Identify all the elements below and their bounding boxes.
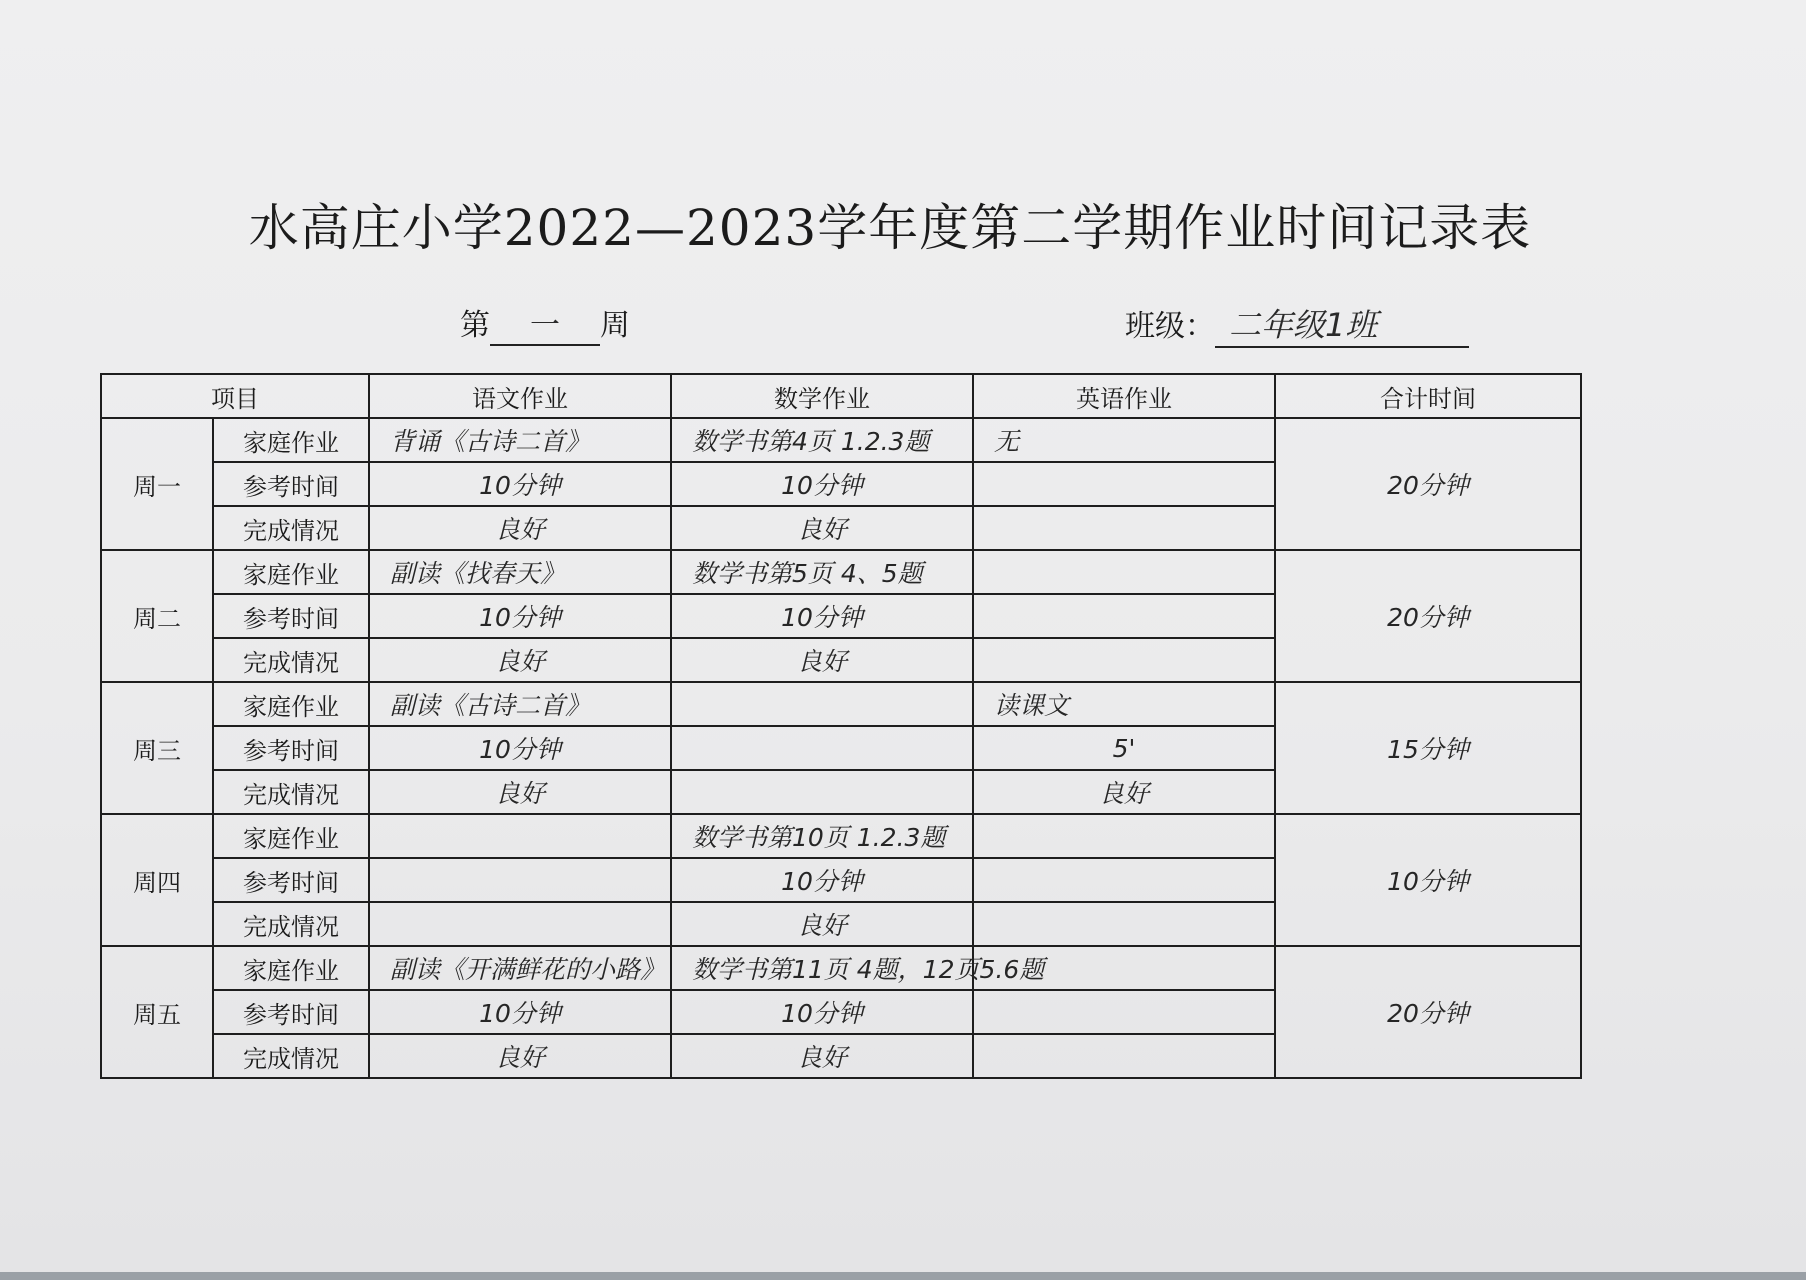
chinese-cell: 10分钟 <box>369 462 671 506</box>
math-cell: 数学书第10页 1.2.3题 <box>671 814 973 858</box>
row-label: 家庭作业 <box>213 682 369 726</box>
day-label: 周二 <box>101 550 213 682</box>
day-label: 周五 <box>101 946 213 1078</box>
row-label: 参考时间 <box>213 462 369 506</box>
day-label: 周一 <box>101 418 213 550</box>
chinese-cell <box>369 902 671 946</box>
table-body <box>101 418 1581 1078</box>
week-suffix: 周 <box>600 308 630 343</box>
english-cell <box>973 990 1275 1034</box>
english-cell <box>973 638 1275 682</box>
class-value: 二年级1班 <box>1215 300 1469 348</box>
chinese-cell: 良好 <box>369 638 671 682</box>
english-cell: 5' <box>973 726 1275 770</box>
total-cell: 20分钟 <box>1275 418 1581 550</box>
total-cell: 20分钟 <box>1275 550 1581 682</box>
header-chinese: 语文作业 <box>369 374 671 418</box>
day-label: 周四 <box>101 814 213 946</box>
table-row <box>101 418 1581 462</box>
row-label: 家庭作业 <box>213 550 369 594</box>
english-cell <box>973 594 1275 638</box>
row-label: 完成情况 <box>213 770 369 814</box>
math-cell: 良好 <box>671 1034 973 1078</box>
chinese-cell: 副读《古诗二首》 <box>369 682 671 726</box>
total-cell: 20分钟 <box>1275 946 1581 1078</box>
math-cell: 10分钟 <box>671 990 973 1034</box>
header-item: 项目 <box>101 374 369 418</box>
chinese-cell <box>369 814 671 858</box>
row-label: 家庭作业 <box>213 946 369 990</box>
table-row <box>101 814 1581 858</box>
day-label: 周三 <box>101 682 213 814</box>
total-cell: 15分钟 <box>1275 682 1581 814</box>
english-cell <box>973 462 1275 506</box>
class-field <box>1125 300 1469 348</box>
math-cell <box>671 682 973 726</box>
row-label: 完成情况 <box>213 638 369 682</box>
page-title: 水高庄小学2022—2023学年度第二学期作业时间记录表 <box>248 199 1532 257</box>
chinese-cell: 良好 <box>369 506 671 550</box>
header-math: 数学作业 <box>671 374 973 418</box>
english-cell <box>973 506 1275 550</box>
math-cell: 数学书第11页 4题，12页5.6题 <box>671 946 973 990</box>
chinese-cell: 10分钟 <box>369 990 671 1034</box>
week-prefix: 第 <box>460 308 490 343</box>
row-label: 参考时间 <box>213 858 369 902</box>
chinese-cell: 10分钟 <box>369 726 671 770</box>
math-cell: 数学书第5页 4、5题 <box>671 550 973 594</box>
math-cell: 数学书第4页 1.2.3题 <box>671 418 973 462</box>
row-label: 家庭作业 <box>213 814 369 858</box>
math-cell: 10分钟 <box>671 594 973 638</box>
chinese-cell: 背诵《古诗二首》 <box>369 418 671 462</box>
math-cell <box>671 770 973 814</box>
row-label: 参考时间 <box>213 990 369 1034</box>
homework-table <box>100 373 1582 1079</box>
class-label: 班级： <box>1125 309 1215 344</box>
header-total: 合计时间 <box>1275 374 1581 418</box>
header-english: 英语作业 <box>973 374 1275 418</box>
header-row <box>101 374 1581 418</box>
english-cell <box>973 902 1275 946</box>
english-cell <box>973 1034 1275 1078</box>
table-row <box>101 682 1581 726</box>
english-cell: 无 <box>973 418 1275 462</box>
week-field <box>460 300 630 346</box>
row-label: 完成情况 <box>213 506 369 550</box>
week-number: 一 <box>490 300 600 346</box>
math-cell: 10分钟 <box>671 858 973 902</box>
chinese-cell <box>369 858 671 902</box>
row-label: 家庭作业 <box>213 418 369 462</box>
english-cell <box>973 814 1275 858</box>
row-label: 参考时间 <box>213 726 369 770</box>
english-cell: 良好 <box>973 770 1275 814</box>
english-cell <box>973 858 1275 902</box>
row-label: 参考时间 <box>213 594 369 638</box>
table-row <box>101 550 1581 594</box>
chinese-cell: 良好 <box>369 1034 671 1078</box>
row-label: 完成情况 <box>213 1034 369 1078</box>
chinese-cell: 副读《找春天》 <box>369 550 671 594</box>
chinese-cell: 良好 <box>369 770 671 814</box>
math-cell: 良好 <box>671 902 973 946</box>
math-cell: 良好 <box>671 638 973 682</box>
chinese-cell: 副读《开满鲜花的小路》 <box>369 946 671 990</box>
math-cell <box>671 726 973 770</box>
table-row <box>101 946 1581 990</box>
english-cell: 读课文 <box>973 682 1275 726</box>
math-cell: 良好 <box>671 506 973 550</box>
row-label: 完成情况 <box>213 902 369 946</box>
total-cell: 10分钟 <box>1275 814 1581 946</box>
chinese-cell: 10分钟 <box>369 594 671 638</box>
english-cell <box>973 550 1275 594</box>
math-cell: 10分钟 <box>671 462 973 506</box>
